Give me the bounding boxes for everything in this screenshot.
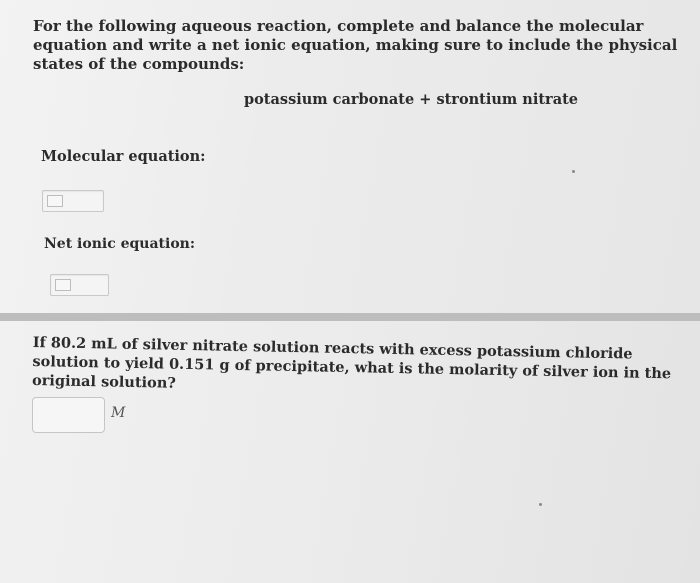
molarity-question-text: If 80.2 mL of silver nitrate solution reacts with excess potassium chloride solution to yield 0.151 g of precipitate, what is the molarity of silver ion in the original solution? (31, 333, 672, 392)
molarity-answer-input[interactable] (32, 397, 105, 433)
molecular-equation-input[interactable] (42, 190, 104, 212)
net-ionic-equation-input[interactable] (50, 274, 109, 296)
molecular-equation-label: Molecular equation: (41, 148, 206, 165)
equation-editor-icon (47, 195, 63, 207)
instruction-text: For the following aqueous reaction, complete and balance the molecular equation and write a net ionic equation, making sure to include the physical states of the compounds: (33, 17, 678, 73)
net-ionic-equation-label: Net ionic equation: (44, 236, 196, 252)
dust-speck (539, 503, 542, 506)
molarity-unit-label: M (111, 405, 126, 421)
reaction-text: potassium carbonate + strontium nitrate (244, 91, 579, 108)
equation-editor-icon (55, 279, 71, 291)
dust-speck (572, 170, 575, 173)
